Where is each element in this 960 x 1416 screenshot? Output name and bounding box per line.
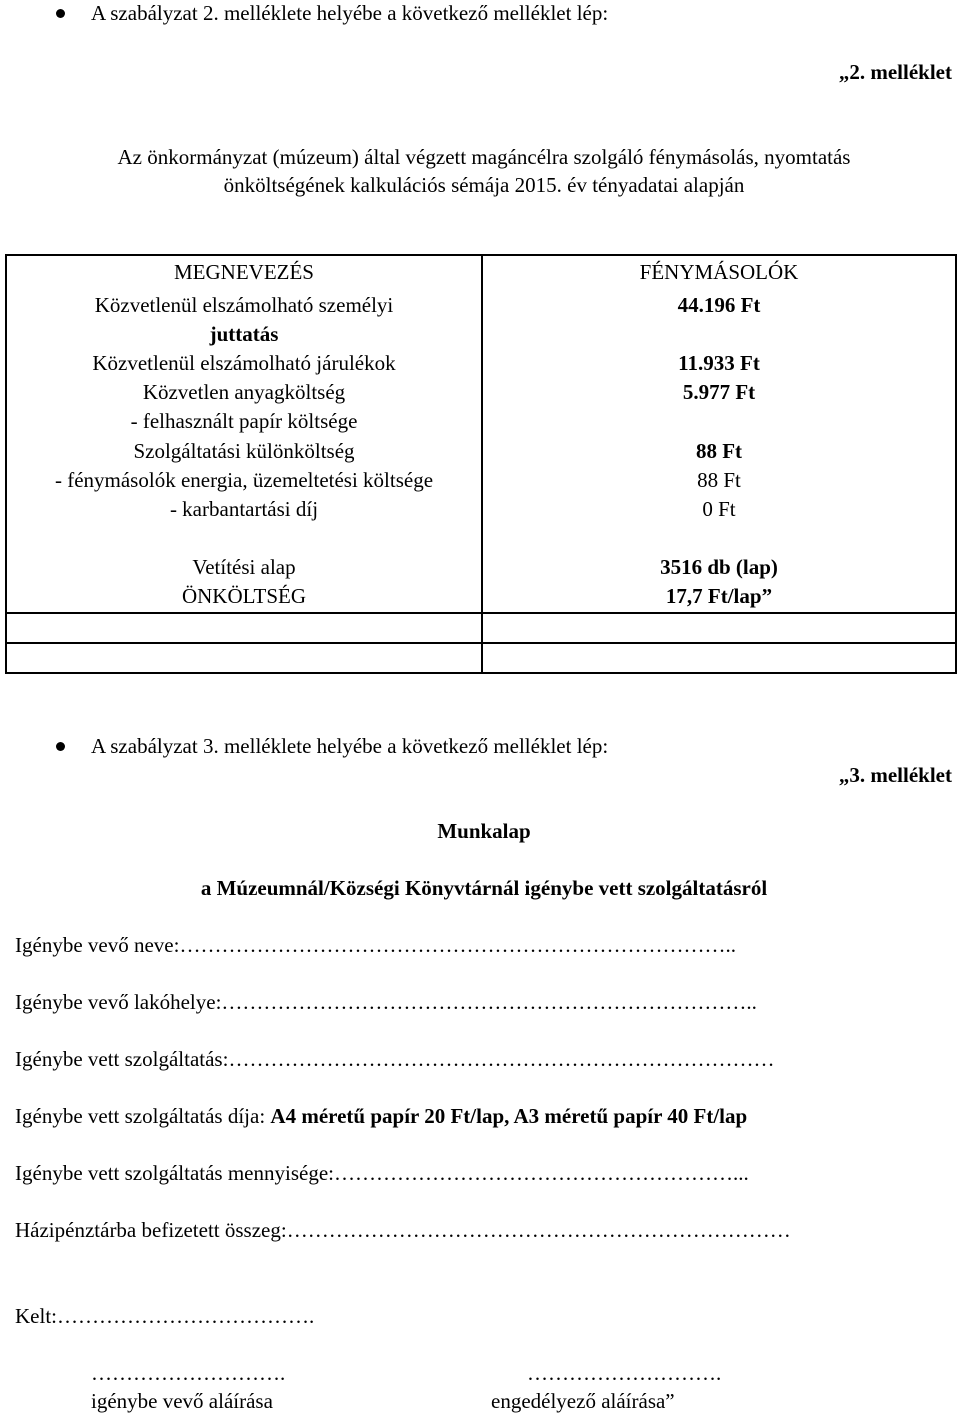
form-line-name bbox=[15, 935, 736, 956]
row-label-personal-1: Közvetlenül elszámolható személyi bbox=[94, 293, 394, 317]
address-label: Igénybe vevő lakóhelye: bbox=[15, 990, 222, 1014]
signature-label-customer: igénybe vevő aláírása bbox=[91, 1389, 273, 1413]
empty-cell bbox=[482, 643, 956, 673]
form-line-fee bbox=[15, 1106, 747, 1127]
value-contributions: 11.933 Ft bbox=[678, 351, 760, 375]
bullet-text-annex2: A szabályzat 2. melléklete helyébe a következő melléklet lép: bbox=[91, 1, 609, 25]
bullet-text-annex3: A szabályzat 3. melléklete helyébe a következő melléklet lép: bbox=[91, 734, 609, 758]
annex3-heading: „3. melléklet bbox=[838, 763, 952, 787]
quantity-label: Igénybe vett szolgáltatás mennyisége: bbox=[15, 1161, 334, 1185]
signature-dots-approver[interactable]: ………………………. bbox=[527, 1361, 722, 1385]
page-title-line2: önköltségének kalkulációs sémája 2015. év tényadatai alapján bbox=[223, 173, 745, 197]
form-line-date bbox=[15, 1306, 314, 1327]
name-field[interactable]: …………………………………………………………………….. bbox=[179, 933, 736, 957]
annex2-heading: „2. melléklet bbox=[838, 60, 952, 84]
name-label: Igénybe vevő neve: bbox=[15, 933, 180, 957]
bullet-dot bbox=[56, 742, 65, 751]
paid-field[interactable]: ……………………………………………………………… bbox=[286, 1218, 791, 1242]
paid-label: Házipénztárba befizetett összeg: bbox=[15, 1218, 287, 1242]
form-line-service bbox=[15, 1049, 774, 1070]
row-label-personal-2: juttatás bbox=[209, 322, 279, 346]
signature-label-approver: engedélyező aláírása” bbox=[491, 1389, 675, 1413]
form-line-quantity bbox=[15, 1163, 749, 1184]
service-label: Igénybe vett szolgáltatás: bbox=[15, 1047, 229, 1071]
cost-calculation-table bbox=[5, 254, 957, 674]
value-maintenance: 0 Ft bbox=[702, 497, 736, 521]
worksheet-subtitle: a Múzeumnál/Községi Könyvtárnál igénybe vett szolgáltatásról bbox=[200, 876, 768, 900]
signature-dots-customer[interactable]: ………………………. bbox=[91, 1361, 286, 1385]
value-unit-cost: 17,7 Ft/lap” bbox=[665, 584, 773, 608]
row-label-service: Szolgáltatási különköltség bbox=[133, 439, 355, 463]
form-line-paid bbox=[15, 1220, 791, 1241]
empty-cell bbox=[482, 613, 956, 643]
form-line-address bbox=[15, 992, 757, 1013]
empty-cell bbox=[6, 613, 482, 643]
value-service: 88 Ft bbox=[695, 439, 743, 463]
value-personal: 44.196 Ft bbox=[677, 293, 761, 317]
address-field[interactable]: ………………………………………………………………….. bbox=[221, 990, 757, 1014]
row-label-unit-cost: ÖNKÖLTSÉG bbox=[181, 584, 307, 608]
copiers-column-cell bbox=[482, 255, 956, 613]
value-energy: 88 Ft bbox=[697, 468, 741, 492]
quantity-field[interactable]: …………………………………………………... bbox=[333, 1161, 749, 1185]
page-title-line1: Az önkormányzat (múzeum) által végzett magáncélra szolgáló fénymásolás, nyomtatás bbox=[117, 145, 851, 169]
date-label: Kelt: bbox=[15, 1304, 57, 1328]
bullet-dot bbox=[56, 9, 65, 18]
row-label-paper: - felhasznált papír költsége bbox=[130, 409, 358, 433]
date-field[interactable]: ………………………………. bbox=[57, 1304, 315, 1328]
fee-value: A4 méretű papír 20 Ft/lap, A3 méretű papír 40 Ft/lap bbox=[270, 1104, 748, 1128]
empty-cell bbox=[6, 643, 482, 673]
row-label-maintenance: - karbantartási díj bbox=[169, 497, 319, 521]
row-label-contributions: Közvetlenül elszámolható járulékok bbox=[92, 351, 396, 375]
service-field[interactable]: …………………………………………………………………… bbox=[228, 1047, 775, 1071]
worksheet-title: Munkalap bbox=[437, 819, 531, 843]
value-projection-base: 3516 db (lap) bbox=[660, 555, 778, 579]
designation-column-cell bbox=[6, 255, 482, 613]
col-header-designation: MEGNEVEZÉS bbox=[174, 260, 314, 284]
fee-label: Igénybe vett szolgáltatás díja: bbox=[15, 1104, 271, 1128]
row-label-material: Közvetlen anyagköltség bbox=[142, 380, 346, 404]
row-label-energy: - fénymásolók energia, üzemeltetési költsége bbox=[54, 468, 434, 492]
value-material: 5.977 Ft bbox=[682, 380, 756, 404]
row-label-projection-base: Vetítési alap bbox=[192, 555, 296, 579]
col-header-copiers: FÉNYMÁSOLÓK bbox=[639, 260, 799, 284]
